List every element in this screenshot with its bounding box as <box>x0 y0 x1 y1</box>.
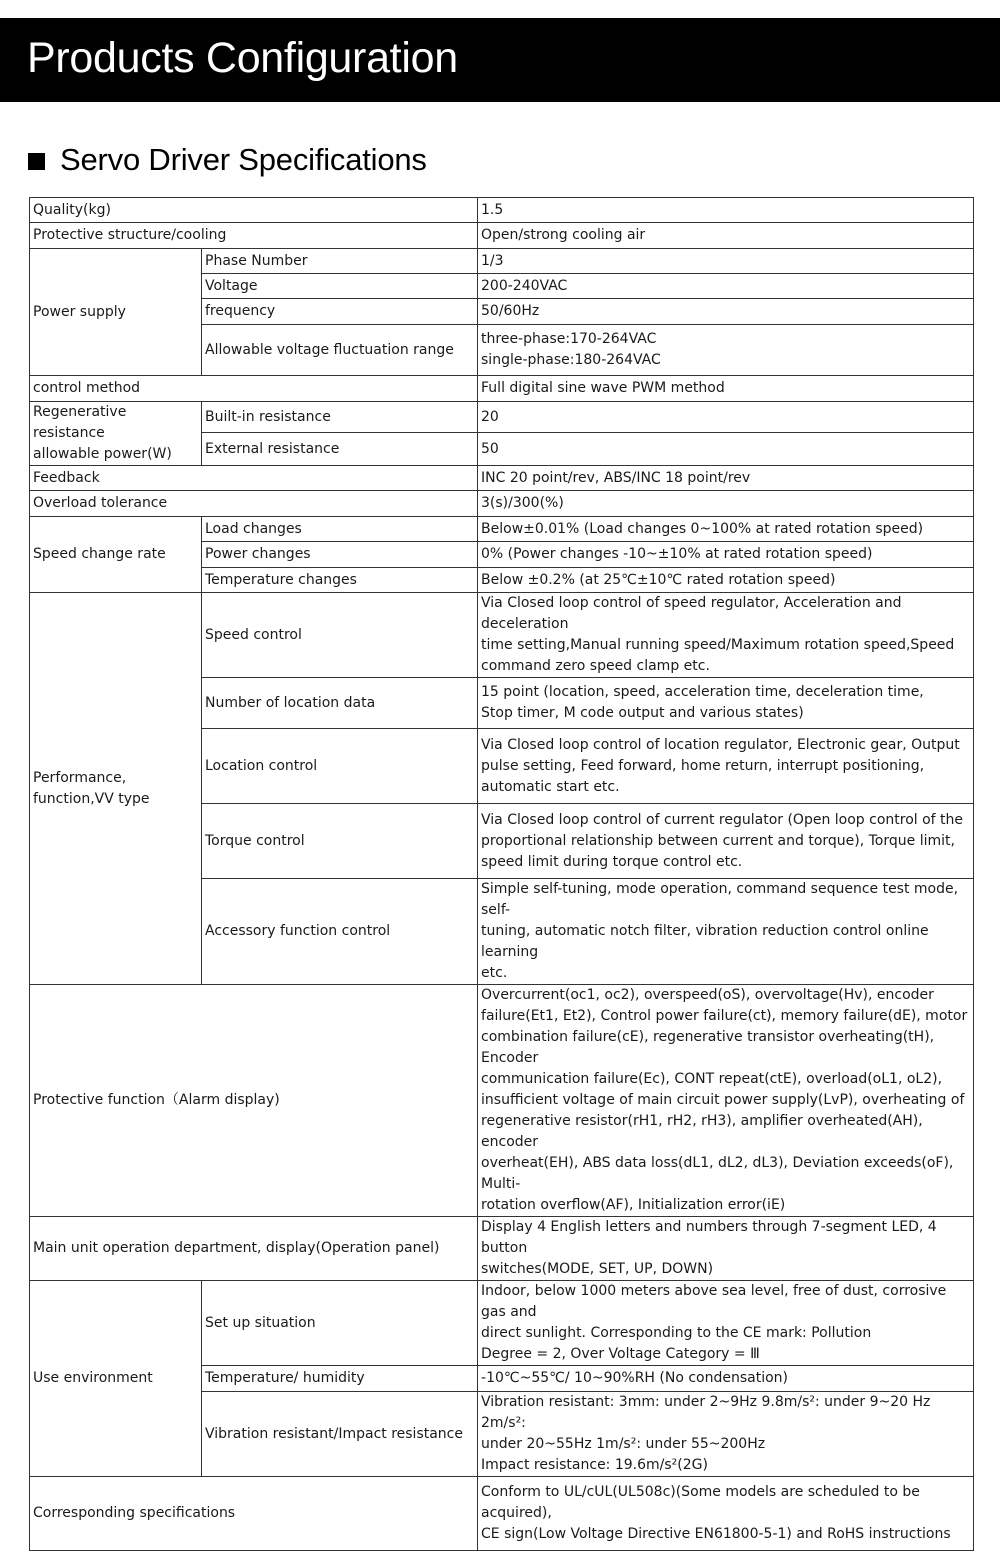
spec-value <box>478 1477 974 1551</box>
label-line: Performance, <box>33 769 127 786</box>
table-row <box>30 198 974 223</box>
group-label <box>30 402 202 466</box>
value-line: proportional relationship between current and torque), Torque limit, <box>481 832 955 849</box>
value-line: CE sign(Low Voltage Directive EN61800-5-1) and RoHS instructions <box>481 1526 951 1542</box>
value-line: command zero speed clamp etc. <box>481 658 710 674</box>
value-line: failure(Et1, Et2), Control power failure(ct), memory failure(dE), motor <box>481 1008 968 1024</box>
spec-label: Overload tolerance <box>30 491 478 517</box>
value-line: pulse setting, Feed forward, home return, interrupt positioning, <box>481 757 925 774</box>
spec-value <box>478 985 974 1217</box>
spec-label: Set up situation <box>202 1281 478 1366</box>
spec-value: -10℃~55℃/ 10~90%RH (No condensation) <box>478 1366 974 1392</box>
value-line: Via Closed loop control of speed regulator, Acceleration and deceleration <box>481 595 902 632</box>
table-row <box>30 491 974 517</box>
spec-value: 200-240VAC <box>478 274 974 299</box>
value-line: three-phase:170-264VAC <box>481 331 657 347</box>
spec-label: External resistance <box>202 433 478 466</box>
value-line: single-phase:180-264VAC <box>481 352 661 368</box>
spec-value <box>478 1217 974 1281</box>
table-row <box>30 517 974 542</box>
spec-label: Speed control <box>202 593 478 678</box>
spec-label: Accessory function control <box>202 879 478 985</box>
table-row <box>30 466 974 491</box>
spec-label: Torque control <box>202 804 478 879</box>
section-header <box>28 138 427 182</box>
value-line: direct sunlight. Corresponding to the CE mark: Pollution <box>481 1325 872 1341</box>
spec-label: Temperature changes <box>202 568 478 593</box>
table-row <box>30 593 974 678</box>
value-line: tuning, automatic notch filter, vibration reduction control online learning <box>481 923 929 960</box>
group-label: Power supply <box>30 249 202 376</box>
spec-value <box>478 729 974 804</box>
spec-value: Full digital sine wave PWM method <box>478 376 974 402</box>
spec-value <box>478 879 974 985</box>
spec-value: 1.5 <box>478 198 974 223</box>
spec-value: 3(s)/300(%) <box>478 491 974 517</box>
table-row <box>30 1477 974 1551</box>
value-line: 15 point (location, speed, acceleration time, deceleration time, <box>481 684 924 700</box>
value-line: time setting,Manual running speed/Maximum rotation speed,Speed <box>481 637 955 653</box>
value-line: overheat(EH), ABS data loss(dL1, dL2, dL3), Deviation exceeds(oF), Multi- <box>481 1155 954 1192</box>
group-label <box>30 593 202 985</box>
value-line: Display 4 English letters and numbers through 7-segment LED, 4 button <box>481 1219 937 1256</box>
spec-value: Below±0.01% (Load changes 0~100% at rated rotation speed) <box>478 517 974 542</box>
spec-value: 1/3 <box>478 249 974 274</box>
section-title: Servo Driver Specifications <box>60 142 427 177</box>
spec-value: 0% (Power changes -10~±10% at rated rotation speed) <box>478 542 974 568</box>
spec-value <box>478 678 974 729</box>
spec-label: Corresponding specifications <box>30 1477 478 1551</box>
value-line: switches(MODE, SET, UP, DOWN) <box>481 1261 714 1277</box>
spec-label: Location control <box>202 729 478 804</box>
spec-label: Vibration resistant/Impact resistance <box>202 1392 478 1477</box>
spec-value <box>478 593 974 678</box>
group-label: Speed change rate <box>30 517 202 593</box>
spec-table <box>29 197 974 1551</box>
page-banner <box>0 18 1000 102</box>
value-line: Simple self-tuning, mode operation, command sequence test mode, self- <box>481 881 959 918</box>
spec-label: Protective structure/cooling <box>30 223 478 249</box>
value-line: Vibration resistant: 3mm: under 2~9Hz 9.8m/s²: under 9~20 Hz 2m/s²: <box>481 1394 931 1431</box>
value-line: speed limit during torque control etc. <box>481 853 743 870</box>
table-row <box>30 402 974 433</box>
table-row <box>30 985 974 1217</box>
spec-label: control method <box>30 376 478 402</box>
value-line: combination failure(cE), regenerative transistor overheating(tH), Encoder <box>481 1029 935 1066</box>
table-row <box>30 1281 974 1366</box>
value-line: Degree = 2, Over Voltage Category = Ⅲ <box>481 1346 760 1362</box>
value-line: communication failure(Ec), CONT repeat(ctE), overload(oL1, oL2), <box>481 1071 943 1087</box>
spec-label: Allowable voltage fluctuation range <box>202 325 478 376</box>
label-line: function,VV type <box>33 790 150 807</box>
value-line: Impact resistance: 19.6m/s²(2G) <box>481 1457 708 1473</box>
value-line: regenerative resistor(rH1, rH2, rH3), amplifier overheated(AH), encoder <box>481 1113 923 1150</box>
spec-value <box>478 804 974 879</box>
label-line: Regenerative resistance <box>33 404 127 441</box>
spec-label: Temperature/ humidity <box>202 1366 478 1392</box>
group-label: Use environment <box>30 1281 202 1477</box>
value-line: etc. <box>481 965 508 981</box>
label-line: allowable power(W) <box>33 446 172 462</box>
value-line: Indoor, below 1000 meters above sea level, free of dust, corrosive gas and <box>481 1283 947 1320</box>
spec-label: frequency <box>202 299 478 325</box>
square-bullet-icon <box>28 153 45 170</box>
table-row <box>30 223 974 249</box>
spec-label: Built-in resistance <box>202 402 478 433</box>
spec-label: Power changes <box>202 542 478 568</box>
value-line: Overcurrent(oc1, oc2), overspeed(oS), overvoltage(Hv), encoder <box>481 987 934 1003</box>
spec-label: Main unit operation department, display(Operation panel) <box>30 1217 478 1281</box>
table-row <box>30 249 974 274</box>
spec-value: 50/60Hz <box>478 299 974 325</box>
spec-label: Feedback <box>30 466 478 491</box>
spec-value: 20 <box>478 402 974 433</box>
spec-value <box>478 1281 974 1366</box>
spec-value: Below ±0.2% (at 25℃±10℃ rated rotation speed) <box>478 568 974 593</box>
value-line: rotation overflow(AF), Initialization error(iE) <box>481 1197 786 1213</box>
spec-value <box>478 325 974 376</box>
spec-value: Open/strong cooling air <box>478 223 974 249</box>
value-line: under 20~55Hz 1m/s²: under 55~200Hz <box>481 1436 766 1452</box>
spec-label: Quality(kg) <box>30 198 478 223</box>
spec-label: Protective function（Alarm display) <box>30 985 478 1217</box>
spec-label: Number of location data <box>202 678 478 729</box>
spec-value: INC 20 point/rev, ABS/INC 18 point/rev <box>478 466 974 491</box>
value-line: Conform to UL/cUL(UL508c)(Some models are scheduled to be acquired), <box>481 1484 920 1521</box>
spec-value <box>478 1392 974 1477</box>
value-line: insufficient voltage of main circuit power supply(LvP), overheating of <box>481 1092 965 1108</box>
value-line: automatic start etc. <box>481 778 620 795</box>
spec-label: Phase Number <box>202 249 478 274</box>
value-line: Via Closed loop control of location regulator, Electronic gear, Output <box>481 736 960 753</box>
value-line: Via Closed loop control of current regulator (Open loop control of the <box>481 811 964 828</box>
table-row <box>30 376 974 402</box>
table-row <box>30 1217 974 1281</box>
spec-label: Voltage <box>202 274 478 299</box>
spec-label: Load changes <box>202 517 478 542</box>
value-line: Stop timer, M code output and various states) <box>481 705 804 721</box>
page-title: Products Configuration <box>27 34 458 82</box>
spec-value: 50 <box>478 433 974 466</box>
